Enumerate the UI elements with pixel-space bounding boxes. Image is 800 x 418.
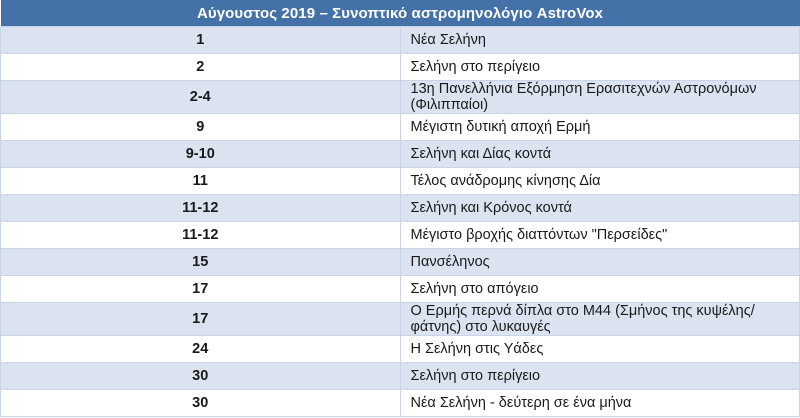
event-description-cell: Σελήνη στο περίγειο [400, 54, 800, 81]
event-description-cell: Ο Ερμής περνά δίπλα στο M44 (Σμήνος της κυψέλης/φάτνης) στο λυκαυγές [400, 303, 800, 336]
event-description-cell: Σελήνη στο περίγειο [400, 363, 800, 390]
event-description-cell: Πανσέληνος [400, 249, 800, 276]
event-date-cell: 2 [1, 54, 401, 81]
event-date-cell: 11-12 [1, 195, 401, 222]
event-description-cell: 13η Πανελλήνια Εξόρμηση Ερασιτεχνών Αστρονόμων (Φιλιππαίοι) [400, 81, 800, 114]
table-row [1, 390, 800, 417]
event-date-cell: 30 [1, 363, 401, 390]
event-date-cell: 9-10 [1, 141, 401, 168]
event-date-cell: 15 [1, 249, 401, 276]
page-title: Αύγουστος 2019 – Συνοπτικό αστρομηνολόγιο AstroVox [1, 0, 800, 27]
table-row [1, 27, 800, 54]
event-description-cell: Νέα Σελήνη [400, 27, 800, 54]
event-description-cell: Μέγιστο βροχής διαττόντων "Περσείδες" [400, 222, 800, 249]
event-description-cell: Τέλος ανάδρομης κίνησης Δία [400, 168, 800, 195]
event-description-cell: Σελήνη και Κρόνος κοντά [400, 195, 800, 222]
event-description-cell: Νέα Σελήνη - δεύτερη σε ένα μήνα [400, 390, 800, 417]
event-description-cell: Σελήνη στο απόγειο [400, 276, 800, 303]
event-date-cell: 17 [1, 303, 401, 336]
event-date-cell: 11 [1, 168, 401, 195]
event-date-cell: 17 [1, 276, 401, 303]
table-row [1, 276, 800, 303]
event-description-cell: Η Σελήνη στις Υάδες [400, 336, 800, 363]
event-description-cell: Μέγιστη δυτική αποχή Ερμή [400, 114, 800, 141]
table-row [1, 168, 800, 195]
event-date-cell: 30 [1, 390, 401, 417]
table-row [1, 114, 800, 141]
event-date-cell: 9 [1, 114, 401, 141]
table-body [1, 27, 800, 417]
event-date-cell: 1 [1, 27, 401, 54]
table-row [1, 336, 800, 363]
event-date-cell: 24 [1, 336, 401, 363]
title-row [1, 0, 800, 27]
table-row [1, 249, 800, 276]
event-date-cell: 2-4 [1, 81, 401, 114]
table-header [1, 0, 800, 27]
table-row [1, 363, 800, 390]
table-row [1, 81, 800, 114]
table-row [1, 222, 800, 249]
table-row [1, 195, 800, 222]
event-description-cell: Σελήνη και Δίας κοντά [400, 141, 800, 168]
table-row [1, 141, 800, 168]
table-row [1, 54, 800, 81]
event-date-cell: 11-12 [1, 222, 401, 249]
table-row [1, 303, 800, 336]
